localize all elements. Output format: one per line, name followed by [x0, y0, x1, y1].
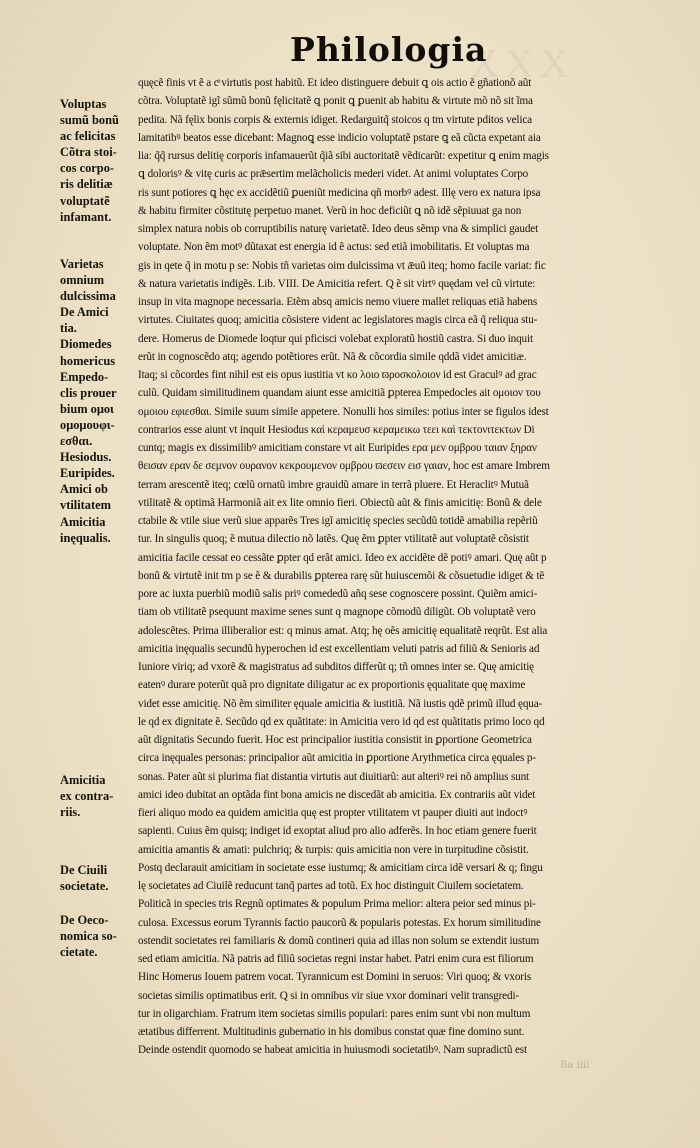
body-line: cuntq; magis ex dissimilibꝰ amicitiam constare vt ait Euripides ερα μεν ομβρου ταιαν ξηραν — [138, 442, 537, 454]
body-line: Itaq; si cõcordes fint nihil est eis opus iustitia vt κο λοιο ϖροσκολοιον id est Graculꝰ ad grac — [138, 369, 537, 381]
body-line: ris sunt potiores ꝗ hęc ex accidẽtiũ ꝑueniũt medicina qñ morbꝰ adest. Illę vero ex natura ipsa — [138, 186, 541, 199]
body-line: sonas. Pater aũt si plurima fiat distantia virtutis aut diuitiarũ: aut alteriꝰ rei nõ amplius sunt — [138, 770, 530, 783]
margin-note: De Oeco- nomica so- cietate. — [60, 913, 117, 960]
body-line: amicitia facile cessat eo cessãte ꝑpter qd erãt amici. Ideo ex accidẽte dẽ potiꝰ amari. Quę aũt p — [138, 551, 547, 564]
body-line: adolescẽtes. Prima illiberalior est: q minus amat. Atq; hę oẽs amicitię equalitatẽ reqrũt. Est alia — [138, 624, 548, 637]
body-line: sapienti. Cuius ẽm quisq; indiget id exoptat aliud pro alio adferẽs. In hoc etiam genere fuerit — [138, 825, 537, 838]
body-line: quęcẽ finis vt ẽ a cͦ virtutis post habitũ. Et ideo distinguere debuit ꝗ ois actio ẽ gñationõ aũt — [138, 77, 532, 89]
body-line: cõtra. Voluptatẽ igĩ sũmũ bonũ fęlicitatẽ ꝗ ponit ꝗ ꝑuenit ab habitu & virtute mõ nõ sit ĩma — [138, 95, 533, 108]
body-line: ctabile & vtile siue verũ siue apparẽs Tres igĩ amicitię species secũdũ totidẽ amabilia repẽriũ — [138, 515, 538, 527]
bleed-through-text: XXX — [470, 41, 575, 86]
body-line: & natura varietatis indigẽs. Lib. VIII. De Amicitia refert. Q ẽ sit virtꝰ quędam vel cũ virtute: — [138, 277, 536, 290]
body-line: ꝗ dolorisꝰ & vitę curis ac prǣsertim melãcholicis mederi videt. At animi voluptates Corpo — [138, 168, 529, 181]
body-line: aũt dignitatis Secundo fuerit. Hoc est principalior iustitia consistit in ꝑportione Geometrica — [138, 734, 532, 746]
body-line: amicitia inęqualis secundũ hyperochen id est excellentiam veluti patris ad filiũ & Senioris ad — [138, 642, 540, 655]
body-line: Politicã in species tris Regnũ optimates & populum Prima melior: altera peior sed minus pi- — [138, 898, 536, 911]
body-line: fieri aliquo modo ea quidem amicitia quę est propter vtilitatem vt pauper diuiti aut indoctꝰ — [138, 807, 528, 819]
margin-note: Varietas omnium dulcissima De Amici tia. Diomedes homericus Empedo- clis prouer bium ομοι ομομουφι- εσθαι. Hesiodus. Euripides. Amici ob vtilitatem Amicitia inęqualis. — [60, 257, 117, 545]
body-line: lę societates ad Ciuilẽ reducunt tanq̃ partes ad totũ. Ex hoc distinguit Ciuilem societatem. — [138, 880, 524, 892]
body-line: culũ. Quidam similitudinem quandam aiunt esse amicitiã ꝑpterea Empedocles ait ομοιον του — [138, 387, 541, 400]
body-line: dere. Homerus de Diomede loqtur qui pficisci volebat exploratũ hostiũ castra. Si duo inquit — [138, 332, 533, 345]
body-line: tiam ob vtilitatẽ psequunt maxime senes sunt q magnope cõmodũ diligũt. Ob voluptatẽ vero — [138, 606, 536, 619]
body-line: Iuniore viriq; ad vxorẽ & magistratus ad subditos differũt q; tñ omnes inter se. Quę amicitię — [138, 661, 534, 673]
body-line: tur in oligarchiam. Fratrum item societas similis populari: pares enim sunt vbi non multum — [138, 1007, 531, 1020]
body-line: circa inęquales personas: principalior aũt amicitia in ꝑportione Arythmetica circa ęquales p- — [138, 752, 536, 765]
body-line: societas similis optimatibus erit. Q si in omnibus vir siue vxor dominari velit transgredi- — [138, 989, 519, 1002]
margin-note: De Ciuili societate. — [60, 863, 109, 894]
body-line: Hinc Homerus Iouem patrem vocat. Tyrannicum est Domini in seruos: Viri quoq; & vxoris — [138, 971, 532, 984]
body-line: terram arescentẽ iteq; cœlũ ornatũ imbre grauidũ amare in terrã pluere. Et Heraclitꝰ Mutuã — [138, 478, 529, 491]
body-line: pedita. Nã fęlix bonis corpis & externis idiget. Redarguitq̃ stoicos q tm virtute pditos velica — [138, 113, 532, 126]
body-line: Deinde ostendit quomodo se habeat amicitia in huiusmodi societatibꝰ. Nam supradictũ est — [138, 1044, 527, 1057]
body-line: voluptate. Non ẽm motꝰ dũtaxat est energia id ẽ actus: sed etiã imobilitatis. Et voluptas ma — [138, 241, 530, 254]
body-line: erũt in cognoscẽdo atq; agendo potẽtiores erũt. Nã & cõcordia simile qddã videt amicitiæ. — [138, 350, 527, 363]
margin-note: Amicitia ex contra- riis. — [60, 773, 114, 820]
body-line: ostendit societates rei familiaris & domũ contineri quia ad illas non solum se extendit iustum — [138, 934, 540, 947]
body-line: & habitu firmiter cõstitutę perpetuo manet. Verũ in hoc deficiũt ꝗ nõ idẽ sẽpiuuat ga non — [138, 204, 522, 217]
body-line: le qd ex dignitate ẽ. Secũdo qd ex quãtitate: in Amicitia vero id qd est quãtitatis primo loco qd — [138, 715, 545, 728]
page-title: Philologia — [290, 30, 488, 69]
bleed-signature: Ba iiii — [560, 1060, 590, 1071]
body-line: culosa. Excessus eorum Tyrannis factio paucorũ & popularis potestas. Ex horum similitudine — [138, 916, 541, 929]
body-line: videt esse amicitię. Nõ ẽm similiter ęquale amicitia & iustitiã. Nã iustis qdẽ primũ illud ęqua- — [138, 697, 543, 710]
body-line: lia: q̃q̃ rursus delitię corporis infamauerũt q̃iã sibi auctoritatẽ vẽdicarũt: expetitur ꝗ enim magis — [138, 150, 549, 162]
body-line: ομοιου εφιεσθαι. Simile suum simile appetere. Nonulli hos similes: potius inter se figulos idest — [138, 405, 549, 418]
body-line: insup in vita magnope necessaria. Etẽm absq amicis nemo viuere mallet reliquas etiã habens — [138, 296, 538, 308]
body-line: contrarios esse aiunt vt inquit Hesiodus καὶ κεραμευσ κεραμεικω τεει καὶ τεκτονιτεκτων Di — [138, 423, 535, 436]
body-line: sed etiam amicitia. Nã patris ad filiũ societas regni instar habet. Patri enim cura est filiorum — [138, 953, 534, 965]
body-line: bonũ & virtutẽ init tm p se ẽ & durabilis ꝑpterea rarę sũt huiuscemõi & cõsuetudie idiget & tẽ — [138, 569, 545, 582]
body-line: vtilitatẽ & optimã Harmoniã ait ex lite omnio fieri. Obiectũ aũt & finis amicitię: Bonũ & dele — [138, 496, 542, 509]
body-line: θεισαν εραν δε σεμνον ουρανον κεκρουμενον ομβρου ϖεσειν εισ γαιαν, hoc est amare Imbrem — [138, 460, 550, 473]
body-line: amici ideo dubitat an optãda fint bona amicis ne discedãt ab amicitia. Ex contrariis aũt videt — [138, 788, 536, 801]
body-line: pore ac iuxta puerbiũ modiũ salis priꝰ comededũ añq sese cognoscere possint. Quiẽm amici- — [138, 588, 538, 600]
body-line: virtutes. Ciuitates quoq; amicitia cõsistere vident ac legislatores magis circa eã q̃ reliqua stu- — [138, 314, 538, 327]
body-line: simplex natura nobis ob corruptibilis naturę varietatẽ. Ideo deus sẽmp vna & simplici gaudet — [138, 223, 539, 235]
body-line: amicitia amantis & amati: pulchriq; & turpis: quis amicitia non vere in turpitudine cõsistit. — [138, 843, 529, 856]
margin-note: Voluptas sumũ bonũ ac felicitas Cõtra stoi- cos corpo- ris delitiæ voluptatẽ infamant. — [60, 97, 119, 224]
body-line: Postq declarauit amicitiam in societate esse iustumq; & amicitiam circa idẽ versari & q; fingu — [138, 861, 543, 874]
body-line: tur. In singulis quoq; ẽ mutua dilectio nõ latẽs. Quę ẽm ꝑpter vtilitatẽ aut voluptatẽ cõsistit — [138, 533, 529, 546]
body-line: eatenꝰ durare poterũt quã pro dignitate diligatur ac ex proportionis ęqualitate quę maxime — [138, 679, 526, 692]
body-text — [138, 74, 678, 1060]
body-line: ætatibus differrent. Multitudinis gubernatio in his domibus constat quæ fine domino sunt. — [138, 1026, 525, 1038]
body-line: lamitatibꝰ beatos esse dicebant: Magnoꝗ esse indicio voluptatẽ pstare ꝗ eã cũcta expetant aia — [138, 131, 541, 144]
body-line: gis in qete q̃ in motu p se: Nobis tñ varietas oim dulcissima vt ǣuũ iteq; homo facile variat: fic — [138, 259, 546, 272]
